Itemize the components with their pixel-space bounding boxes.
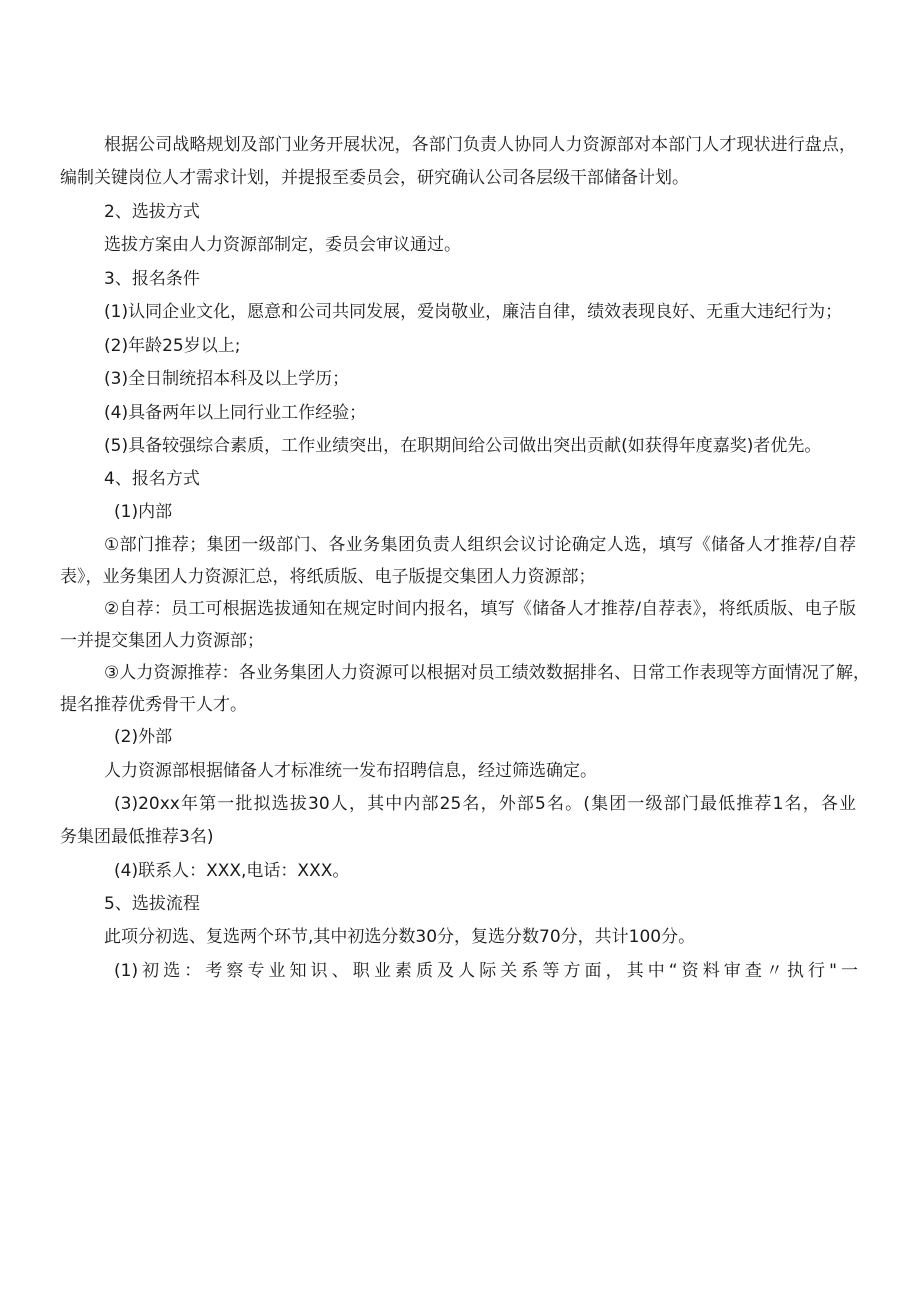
heading-application-method: 4、报名方式 (104, 469, 200, 489)
criteria-item-5: (5)具备较强综合素质，工作业绩突出，在职期间给公司做出突出贡献(如获得年度嘉奖)者优先。 (104, 436, 822, 456)
preliminary-selection: (1)初选：考察专业知识、职业素质及人际关系等方面，其中“资料审查〃执行"一 (114, 961, 858, 981)
paragraph-planning-line-1: 根据公司战略规划及部门业务开展状况，各部门负责人协同人力资源部对本部门人才现状进行盘点， (104, 135, 856, 155)
heading-application-criteria: 3、报名条件 (104, 269, 200, 289)
external-description: 人力资源部根据储备人才标准统一发布招聘信息，经过筛选确定。 (104, 761, 597, 781)
process-description: 此项分初选、复选两个环节,其中初选分数30分，复选分数70分，共计100分。 (104, 927, 696, 947)
heading-selection-process: 5、选拔流程 (104, 894, 200, 914)
internal-method-1-line-2: 表》，业务集团人力资源汇总，将纸质版、电子版提交集团人力资源部； (60, 567, 596, 587)
internal-method-3-line-1: ③人力资源推荐：各业务集团人力资源可以根据对员工绩效数据排名、日常工作表现等方面情况了解， (104, 663, 870, 683)
quota-line-2: 务集团最低推荐3名) (60, 827, 214, 847)
subheading-internal: (1)内部 (114, 502, 173, 522)
internal-method-2-line-2: 一并提交集团人力资源部； (60, 631, 264, 651)
internal-method-3-line-2: 提名推荐优秀骨干人才。 (60, 695, 247, 715)
criteria-item-3: (3)全日制统招本科及以上学历； (104, 369, 350, 389)
criteria-item-1: (1)认同企业文化，愿意和公司共同发展，爱岗敬业，廉洁自律，绩效表现良好、无重大违纪行为； (104, 302, 843, 322)
quota-line-1: (3)20xx年第一批拟选拔30人，其中内部25名，外部5名。(集团一级部门最低推荐1名，各业 (114, 794, 856, 814)
criteria-item-4: (4)具备两年以上同行业工作经验； (104, 403, 367, 423)
criteria-item-2: (2)年龄25岁以上; (104, 336, 241, 356)
subheading-external: (2)外部 (114, 727, 173, 747)
paragraph-selection-method: 选拔方案由人力资源部制定，委员会审议通过。 (104, 235, 461, 255)
internal-method-1-line-1: ①部门推荐；集团一级部门、各业务集团负责人组织会议讨论确定人选，填写《储备人才推荐/自荐 (104, 535, 856, 555)
contact-info: (4)联系人：XXX,电话：XXX。 (114, 861, 350, 881)
heading-selection-method: 2、选拔方式 (104, 202, 200, 222)
paragraph-planning-line-2: 编制关键岗位人才需求计划，并提报至委员会，研究确认公司各层级干部储备计划。 (60, 168, 689, 188)
internal-method-2-line-1: ②自荐：员工可根据选拔通知在规定时间内报名，填写《储备人才推荐/自荐表》，将纸质版、电子版 (104, 599, 856, 619)
